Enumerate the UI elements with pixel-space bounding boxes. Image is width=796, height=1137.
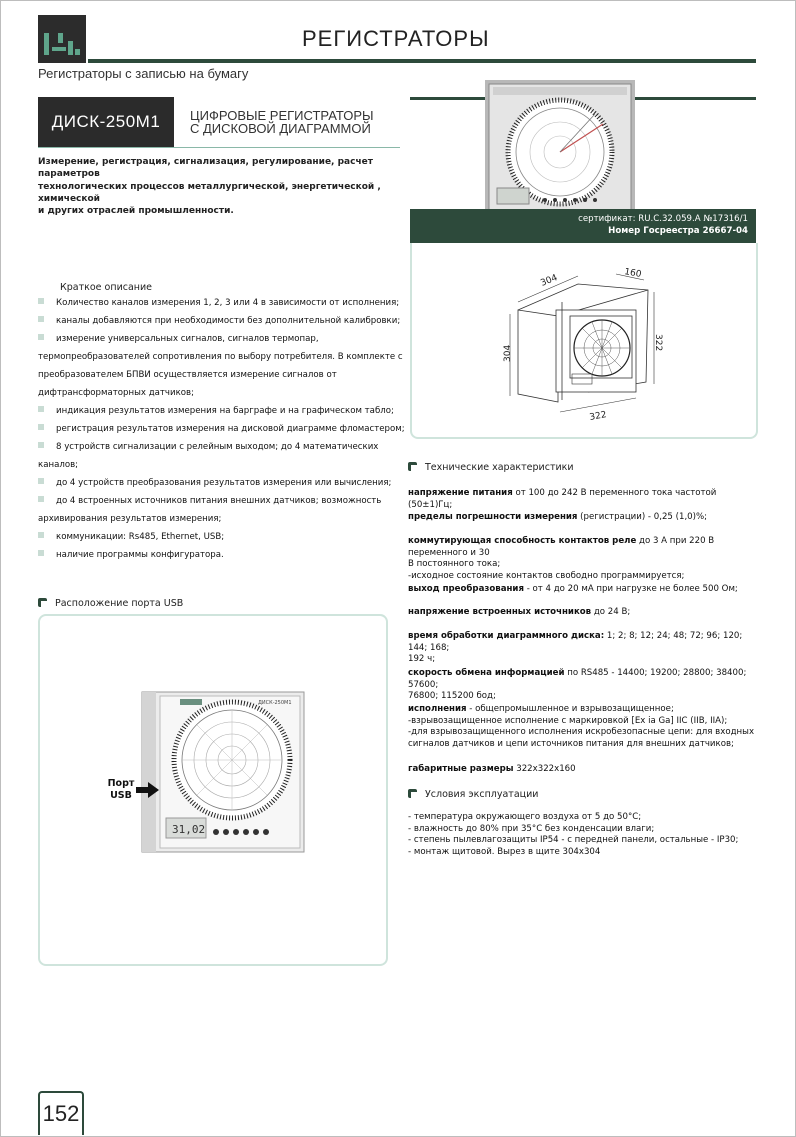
- model-badge: ДИСК-250М1: [38, 97, 174, 147]
- bullet-icon: [38, 406, 44, 412]
- list-item: Количество каналов измерения 1, 2, 3 или 4 в зависимости от исполнения;: [38, 294, 399, 312]
- list-item: коммуникации: Rs485, Ethernet, USB;: [38, 528, 224, 546]
- list-item-continuation: дифтрансформаторных датчиков;: [38, 388, 194, 398]
- model-rule: [38, 147, 400, 148]
- spec-power: напряжение питания от 100 до 242 В переменного тока частотой (50±1)Гц;: [408, 488, 717, 510]
- list-item: измерение универсальных сигналов, сигналов термопар,: [38, 330, 319, 348]
- arrow-right-icon: [136, 782, 160, 798]
- spec-baud: скорость обмена информацией по RS485 - 14400; 19200; 28800; 38400; 57600; 76800; 115200 бод;: [408, 668, 747, 702]
- bullet-icon: [38, 496, 44, 502]
- model-description: ЦИФРОВЫЕ РЕГИСТРАТОРЫ С ДИСКОВОЙ ДИАГРАММОЙ: [190, 108, 374, 136]
- page-subtitle: Регистраторы с записью на бумагу: [38, 66, 249, 81]
- header-rule: [88, 59, 756, 63]
- bullet-icon: [38, 550, 44, 556]
- dim-322-side: 322: [653, 334, 663, 352]
- bullet-icon: [38, 532, 44, 538]
- list-item: индикация результатов измерения на барграфе и на графическом табло;: [38, 402, 394, 420]
- list-item: до 4 устройств преобразования результатов измерения или вычисления;: [38, 474, 391, 492]
- device-brand-label: ДИСК-250М1: [258, 700, 292, 706]
- spec-relay: коммутирующая способность контактов реле до 3 А при 220 В переменного и 30 В постоянного тока; -исходное состояние контактов свободно программируется;: [408, 536, 715, 582]
- list-item-continuation: архивирования результатов измерения;: [38, 514, 222, 524]
- bullet-icon: [38, 298, 44, 304]
- company-logo: [38, 15, 86, 63]
- bullet-icon: [38, 424, 44, 430]
- list-item: - температура окружающего воздуха от 5 до 50°С;: [408, 812, 642, 822]
- list-item: - степень пылевлагозащиты IP54 - с передней панели, остальные - IP30;: [408, 835, 739, 846]
- list-item: до 4 встроенных источников питания внешних датчиков; возможность: [38, 492, 381, 510]
- conditions-list: [408, 812, 758, 859]
- bullet-icon: [38, 334, 44, 340]
- list-item-continuation: каналов;: [38, 460, 79, 470]
- spec-versions: исполнения - общепромышленное и взрывозащищенное; -взрывозащищенное исполнение с маркировкой [Ex ia Ga] IIC (IIB, IIA); -для взрывозащищенного исполнения искробезопасные цепи: для входных сигналов датчиков и цепи источников питания для внешних датчиков;: [408, 704, 755, 750]
- bullet-icon: [38, 478, 44, 484]
- page-title: РЕГИСТРАТОРЫ: [302, 26, 490, 51]
- spec-dimensions: габаритные размеры 322х322х160: [408, 764, 576, 774]
- list-item-continuation: термопреобразователей сопротивления по выбору потребителя. В комплекте с: [38, 352, 403, 362]
- section-icon: [408, 789, 417, 798]
- dim-322-bottom: 322: [588, 410, 608, 423]
- product-photo: [485, 80, 635, 214]
- spec-accuracy: пределы погрешности измерения (регистрации) - 0,25 (1,0)%;: [408, 512, 708, 522]
- dimension-drawing: [498, 262, 668, 432]
- tech-heading: Технические характеристики: [408, 462, 574, 473]
- spec-output: выход преобразования - от 4 до 20 мА при нагрузке не более 500 Ом;: [408, 584, 738, 594]
- usb-section-heading: Расположение порта USB: [38, 598, 183, 609]
- bullet-icon: [38, 442, 44, 448]
- list-item: - монтаж щитовой. Вырез в щите 304х304: [408, 847, 601, 858]
- certificate-bar: сертификат: RU.C.32.059.А №17316/1 Номер Госреестра 26667-04: [410, 209, 756, 243]
- conditions-heading: Условия эксплуатации: [408, 789, 538, 800]
- list-item: 8 устройств сигнализации с релейным выходом; до 4 математических: [38, 438, 378, 456]
- list-item-continuation: преобразователем БПВИ осуществляется измерение сигналов от: [38, 370, 337, 380]
- intro-text: Измерение, регистрация, сигнализация, регулирование, расчет параметров технологических процессов металлургической, энергетической , химической и других отраслей промышленности.: [38, 157, 381, 217]
- display-readout: 31,02: [172, 823, 206, 836]
- dim-160: 160: [623, 267, 643, 280]
- dim-304-top: 304: [539, 273, 560, 289]
- dim-304-side: 304: [503, 344, 513, 362]
- short-description-heading: Краткое описание: [60, 282, 153, 293]
- bullet-icon: [38, 316, 44, 322]
- list-item: - влажность до 80% при 35°С без конденсации влаги;: [408, 823, 655, 834]
- usb-port-label: Порт USB: [107, 778, 135, 801]
- section-icon: [38, 598, 47, 607]
- spec-sources: напряжение встроенных источников до 24 В;: [408, 607, 631, 617]
- recorder-front-image: [140, 690, 306, 856]
- list-item: наличие программы конфигуратора.: [38, 546, 224, 564]
- spec-disk-time: время обработки диаграммного диска: 1; 2; 8; 12; 24; 48; 72; 96; 120; 144; 168; 192 ч;: [408, 631, 743, 665]
- logo-mark-icon: [38, 15, 86, 63]
- list-item: регистрация результатов измерения на дисковой диаграмме фломастером;: [38, 420, 405, 438]
- list-item: каналы добавляются при необходимости без дополнительной калибровки;: [38, 312, 400, 330]
- section-icon: [408, 462, 417, 471]
- page-number: 152: [38, 1091, 84, 1135]
